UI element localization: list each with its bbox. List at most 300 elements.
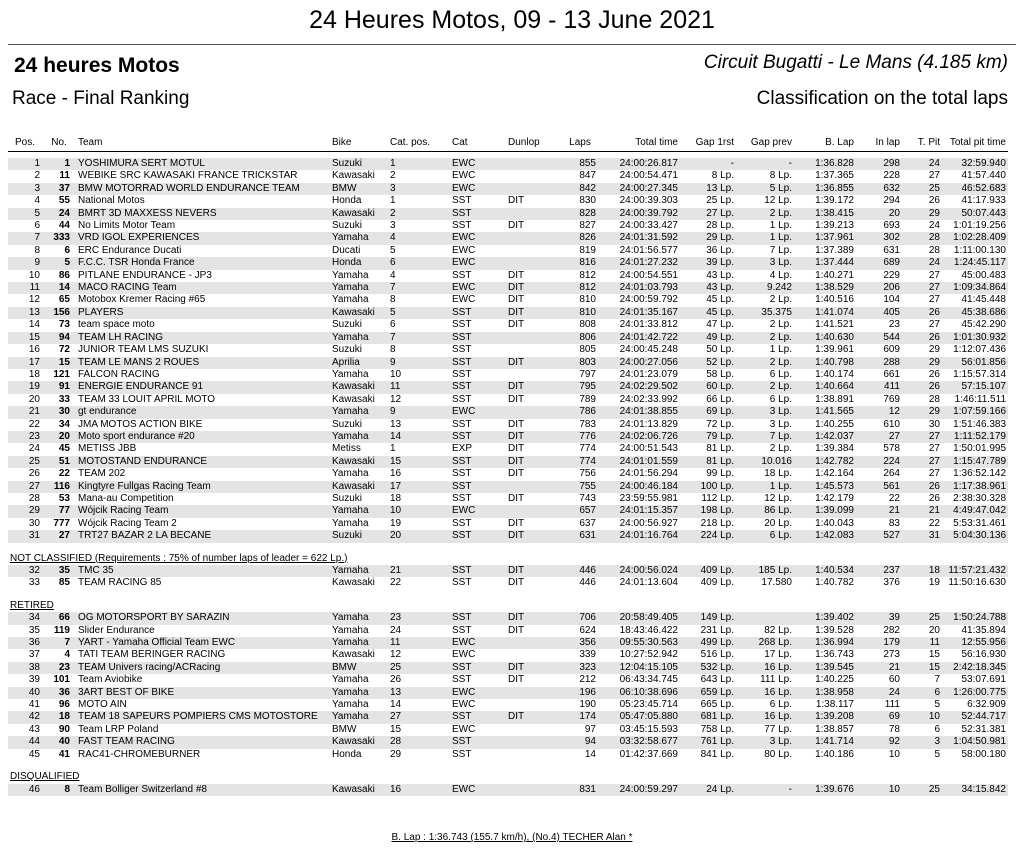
table-row [8,468,1008,480]
cell-gap-prev: 12 Lp. [764,492,792,504]
cell-bike: Aprilia [330,357,388,369]
cell-cat: SST [450,208,506,220]
table-row [8,481,1008,493]
cell-cat-pos: 14 [388,431,450,443]
cell-pit-count: 5 [934,748,940,760]
cell-no: 66 [42,612,76,624]
cell-in-lap: 179 [856,637,902,649]
cell-total-pit-time: 1:24:45.117 [942,257,1008,269]
top-title: 24 Heures Motos, 09 - 13 June 2021 [309,6,715,34]
cell-pos: 42 [8,711,42,723]
cell-dunlop: DIT [506,711,562,723]
cell-cat-pos: 10 [390,368,402,380]
cell-total-pit-time: 1:02:28.409 [942,232,1008,244]
cell-best-lap: 1:42.037 [794,431,856,443]
cell-no: 30 [42,406,76,418]
cell-gap-prev: 17.580 [761,577,792,589]
cell-cat: SST [450,565,506,577]
cell-laps: 819 [579,244,596,256]
cell-best-lap: 1:40.630 [794,332,856,344]
cell-bike: Yamaha [330,711,388,723]
cell-team: TEAM LE MANS 2 ROUES [76,357,330,369]
col-header-best-lap: B. Lap [794,135,856,152]
cell-in-lap: 769 [883,393,900,405]
table-row [8,183,1008,195]
cell-cat: SST [450,662,506,674]
cell-gap-prev: 20 Lp. [764,517,792,529]
cell-team: ENERGIE ENDURANCE 91 [76,381,330,393]
cell-total-time: 24:00:27.345 [598,183,680,195]
cell-pit-count: 24 [928,220,940,232]
cell-best-lap: 1:36.994 [794,637,856,649]
cell-laps: 14 [584,748,596,760]
cell-laps: 842 [562,183,598,195]
cell-dunlop: DIT [506,307,562,319]
col-header-in-lap: In lap [856,135,902,152]
cell-team: Moto sport endurance #20 [76,431,330,443]
cell-cat-pos: 3 [390,220,396,232]
title-divider [8,44,1016,45]
cell-in-lap: 578 [883,443,900,455]
cell-gap-first: 29 Lp. [680,232,736,244]
cell-best-lap: 1:40.271 [815,269,854,281]
cell-laps: 97 [584,723,596,735]
cell-laps: 810 [579,294,596,306]
section-title: DISQUALIFIED [10,771,80,783]
cell-bike: Kawasaki [332,577,375,589]
cell-in-lap: 376 [883,577,900,589]
cell-in-lap: 229 [883,269,900,281]
cell-pos: 4 [34,195,40,207]
cell-cat: SST [452,674,472,686]
table-row [8,443,1008,455]
cell-pos: 22 [28,418,40,430]
cell-pit-count: 27 [928,443,940,455]
cell-best-lap: 1:38.117 [815,699,854,711]
cell-dunlop: DIT [506,456,562,468]
cell-total-pit-time: 41:35.894 [961,624,1006,636]
cell-pos: 16 [28,344,40,356]
cell-dunlop: DIT [508,443,525,455]
cell-cat-pos: 1 [390,195,396,207]
cell-bike: Yamaha [330,687,388,699]
cell-cat-pos: 4 [388,232,450,244]
cell-best-lap: 1:40.664 [794,381,856,393]
table-row [8,625,1008,637]
cell-gap-first: 49 Lp. [680,332,736,344]
cell-pos: 11 [8,282,42,294]
cell-bike: Yamaha [330,565,388,577]
cell-dunlop [506,170,562,182]
cell-laps: 830 [579,195,596,207]
cell-cat-pos: 10 [388,505,450,517]
cell-pit-count: 6 [902,687,942,699]
cell-total-time: 09:55:30.563 [598,637,680,649]
cell-no: 55 [58,195,70,207]
cell-gap-first: 24 Lp. [680,784,736,796]
cell-pos: 8 [34,244,40,256]
cell-in-lap: 298 [856,158,902,170]
cell-gap-first: 532 Lp. [680,662,736,674]
cell-in-lap: 104 [883,294,900,306]
cell-total-pit-time: 1:15:47.789 [942,456,1008,468]
cell-total-pit-time: 1:15:57.314 [953,368,1006,380]
cell-no: 8 [42,784,76,796]
cell-pit-count: 15 [902,662,942,674]
cell-team: team space moto [78,319,155,331]
table-row [8,344,1008,356]
cell-laps: 446 [579,577,596,589]
cell-bike: Kawasaki [330,208,388,220]
cell-total-time: 24:02:06.726 [598,431,680,443]
cell-in-lap: 23 [888,319,900,331]
cell-best-lap: 1:38.415 [794,208,856,220]
cell-cat-pos: 14 [390,699,402,711]
cell-pos: 7 [8,232,42,244]
cell-bike: Metiss [332,443,361,455]
cell-dunlop [506,505,562,517]
cell-total-pit-time: 5:53:31.461 [953,517,1006,529]
cell-bike: Yamaha [332,269,369,281]
cell-cat: SST [450,612,506,624]
cell-in-lap: 39 [856,612,902,624]
page-subtitle: Race - Final Ranking [12,88,190,109]
cell-cat: SST [452,344,472,356]
cell-cat: EWC [450,505,506,517]
cell-in-lap: 20 [856,208,902,220]
cell-gap-prev: 16 Lp. [736,662,794,674]
cell-cat-pos: 2 [388,208,450,220]
cell-pos: 43 [28,723,40,735]
cell-total-time: 10:27:52.942 [619,649,678,661]
cell-total-time: 12:04:15.105 [598,662,680,674]
cell-gap-prev: 7 Lp. [736,431,794,443]
cell-gap-first: 841 Lp. [700,748,734,760]
cell-total-time: 01:42:37.669 [619,748,678,760]
cell-laps: 827 [579,220,596,232]
cell-team: JMA MOTOS ACTION BIKE [78,418,203,430]
cell-in-lap: 693 [883,220,900,232]
cell-pos: 15 [8,332,42,344]
cell-pos: 34 [8,612,42,624]
cell-pit-count: 28 [928,393,940,405]
cell-pos: 29 [8,505,42,517]
table-row [8,208,1008,220]
cell-cat: EWC [452,699,476,711]
cell-dunlop [506,724,562,736]
cell-pit-count: 27 [928,319,940,331]
cell-pos: 26 [28,468,40,480]
cell-pit-count: 20 [928,624,940,636]
cell-cat-pos: 26 [390,674,402,686]
cell-in-lap: 237 [856,565,902,577]
cell-pit-count: 10 [902,711,942,723]
cell-gap-first: 25 Lp. [706,195,734,207]
cell-gap-prev: 5 Lp. [736,183,794,195]
cell-in-lap: 60 [888,674,900,686]
cell-gap-first: 81 Lp. [680,456,736,468]
cell-cat-pos: 1 [390,443,396,455]
table-row [8,158,1008,170]
cell-gap-prev: 35.375 [736,307,794,319]
cell-total-pit-time: 34:15.842 [942,784,1008,796]
table-row [8,419,1008,431]
cell-bike: Yamaha [330,431,388,443]
cell-total-pit-time: 12:55.956 [942,637,1008,649]
cell-no: 45 [58,443,70,455]
cell-best-lap: 1:40.186 [815,748,854,760]
cell-team: TRT27 BAZAR 2 LA BECANE [76,530,330,542]
cell-pit-count: 30 [928,418,940,430]
cell-bike: Kawasaki [332,649,375,661]
cell-best-lap: 1:40.534 [794,565,856,577]
cell-laps: 174 [562,711,598,723]
table-row [8,518,1008,530]
table-row [8,687,1008,699]
cell-best-lap: 1:40.516 [815,294,854,306]
cell-team: TEAM 33 LOUIT APRIL MOTO [78,393,216,405]
col-header-pit-count: T. Pit [902,135,942,152]
cell-dunlop: DIT [508,517,525,529]
cell-pit-count: 26 [928,492,940,504]
cell-pos: 6 [34,220,40,232]
table-row [8,220,1008,232]
cell-dunlop: DIT [506,357,562,369]
cell-total-time: 24:00:27.056 [598,357,680,369]
table-row [8,736,1008,748]
cell-no: 72 [58,344,70,356]
cell-no: 44 [58,220,70,232]
cell-best-lap: 1:39.961 [815,344,854,356]
cell-pit-count: 28 [928,244,940,256]
cell-total-pit-time: 1:17:38.961 [942,481,1008,493]
cell-in-lap: 661 [883,368,900,380]
section-title-row [8,771,1008,783]
cell-total-pit-time: 57:15.107 [942,381,1008,393]
cell-best-lap: 1:36.743 [815,649,854,661]
cell-team: YART - Yamaha Official Team EWC [76,637,330,649]
cell-laps: 356 [562,637,598,649]
cell-dunlop [506,736,562,748]
cell-bike: Yamaha [332,368,369,380]
cell-gap-prev: 2 Lp. [736,208,794,220]
table-row [8,749,1008,761]
table-row [8,724,1008,736]
cell-total-pit-time: 58:00.180 [961,748,1006,760]
cell-gap-first: 81 Lp. [706,443,734,455]
cell-best-lap: 1:38.891 [815,393,854,405]
cell-in-lap: 206 [856,282,902,294]
cell-total-pit-time: 1:11:52.179 [942,431,1008,443]
cell-best-lap: 1:36.855 [794,183,856,195]
cell-total-pit-time: 41:17.933 [961,195,1006,207]
cell-best-lap: 1:40.174 [815,368,854,380]
cell-pos: 35 [28,624,40,636]
cell-cat: SST [452,748,472,760]
cell-laps: 706 [562,612,598,624]
cell-dunlop [506,406,562,418]
cell-gap-prev: 1 Lp. [769,344,792,356]
cell-cat: SST [452,368,472,380]
cell-no: 24 [42,208,76,220]
cell-total-pit-time: 1:50:24.788 [942,612,1008,624]
cell-bike: BMW [330,662,388,674]
cell-gap-prev: 17 Lp. [764,649,792,661]
cell-team: BMW MOTORRAD WORLD ENDURANCE TEAM [76,183,330,195]
cell-dunlop [506,245,562,257]
cell-bike: Suzuki [330,158,388,170]
cell-gap-prev: 3 Lp. [736,736,794,748]
cell-pit-count: 24 [902,257,942,269]
cell-team: TMC 35 [76,565,330,577]
table-row [8,649,1008,661]
cell-dunlop [506,699,562,711]
cell-no: 77 [42,505,76,517]
cell-laps: 323 [562,662,598,674]
cell-pos: 46 [8,784,42,796]
cell-in-lap: 83 [888,517,900,529]
cell-team: TEAM LH RACING [76,332,330,344]
cell-total-pit-time: 1:07:59.166 [942,406,1008,418]
cell-best-lap: 1:39.402 [794,612,856,624]
cell-cat-pos: 12 [390,393,402,405]
cell-total-pit-time: 1:09:34.864 [942,282,1008,294]
cell-pit-count: 21 [902,505,942,517]
cell-bike: Suzuki [332,418,363,430]
cell-gap-first: 224 Lp. [680,530,736,542]
cell-total-pit-time: 45:42.290 [961,319,1006,331]
cell-total-pit-time: 1:46:11.511 [954,393,1006,405]
cell-gap-first: 43 Lp. [680,282,736,294]
cell-total-time: 24:01:15.357 [598,505,680,517]
cell-cat: EXP [452,443,473,455]
cell-no: 94 [42,332,76,344]
cell-bike: Yamaha [330,232,388,244]
cell-cat-pos: 3 [388,183,450,195]
cell-dunlop: DIT [508,418,525,430]
cell-dunlop [506,784,562,796]
cell-cat: SST [452,418,472,430]
cell-no: 40 [42,736,76,748]
table-row [8,565,1008,577]
cell-no: 101 [53,674,70,686]
cell-best-lap: 1:39.208 [794,711,856,723]
cell-bike: Honda [330,257,388,269]
table-row [8,369,1008,381]
cell-in-lap: 22 [888,492,900,504]
cell-cat-pos: 13 [388,687,450,699]
cell-laps: 339 [579,649,596,661]
cell-no: 91 [42,381,76,393]
cell-gap-first: 66 Lp. [706,393,734,405]
cell-pos: 20 [28,393,40,405]
cell-cat-pos: 13 [390,418,402,430]
cell-gap-prev: 3 Lp. [736,406,794,418]
cell-total-time: 24:02:33.992 [619,393,678,405]
cell-cat-pos: 6 [388,257,450,269]
cell-cat-pos: 17 [388,481,450,493]
cell-best-lap: 1:39.528 [815,624,854,636]
table-row [8,232,1008,244]
cell-dunlop: DIT [508,269,525,281]
cell-cat-pos: 7 [388,282,450,294]
cell-bike: BMW [332,723,357,735]
cell-laps: 743 [579,492,596,504]
cell-gap-first: 218 Lp. [700,517,734,529]
table-row [8,612,1008,624]
cell-best-lap: 1:39.213 [815,220,854,232]
cell-pit-count: 26 [902,481,942,493]
cell-total-time: 24:01:33.812 [619,319,678,331]
cell-gap-prev: 18 Lp. [764,468,792,480]
cell-cat-pos: 2 [390,170,396,182]
cell-dunlop [506,687,562,699]
cell-in-lap: 264 [883,468,900,480]
cell-cat: EWC [450,784,506,796]
cell-gap-prev: 268 Lp. [736,637,794,649]
cell-cat: EWC [450,687,506,699]
cell-pos: 40 [8,687,42,699]
cell-cat-pos: 11 [388,637,450,649]
cell-pos: 21 [8,406,42,418]
cell-bike: Suzuki [332,344,363,356]
cell-bike: Suzuki [332,492,363,504]
cell-cat: SST [452,577,472,589]
cell-no: 156 [42,307,76,319]
table-row [8,674,1008,686]
cell-total-time: 24:01:38.855 [598,406,680,418]
cell-best-lap: 1:37.961 [794,232,856,244]
cell-cat: SST [452,492,472,504]
cell-total-pit-time: 11:50:16.630 [948,577,1006,589]
col-header-cat: Cat [450,135,506,152]
table-row [8,711,1008,723]
section-spacer [8,761,1008,771]
cell-in-lap: 92 [856,736,902,748]
cell-team: PITLANE ENDURANCE - JP3 [78,269,212,281]
cell-no: 121 [53,368,70,380]
table-row [8,577,1008,589]
cell-pos: 30 [28,517,40,529]
cell-cat-pos: 23 [388,612,450,624]
cell-in-lap: 561 [856,481,902,493]
cell-pos: 18 [28,368,40,380]
cell-cat: SST [452,393,472,405]
cell-gap-prev: 16 Lp. [736,711,794,723]
cell-team: 3ART BEST OF BIKE [76,687,330,699]
cell-best-lap: 1:42.164 [815,468,854,480]
cell-team: METISS JBB [78,443,137,455]
cell-cat: EWC [452,294,476,306]
cell-laps: 812 [579,269,596,281]
cell-pit-count: 26 [902,332,942,344]
cell-in-lap: 10 [856,784,902,796]
cell-pit-count: 6 [934,723,940,735]
cell-pos: 23 [8,431,42,443]
cell-gap-prev [736,612,794,624]
cell-cat-pos: 16 [390,468,402,480]
cell-gap-prev: 2 Lp. [769,443,792,455]
cell-laps: 774 [562,456,598,468]
cell-total-pit-time: 5:04:30.136 [942,530,1008,542]
cell-gap-prev: 3 Lp. [769,418,792,430]
table-row [8,257,1008,269]
col-header-bike: Bike [330,135,388,152]
cell-gap-prev: 82 Lp. [764,624,792,636]
cell-gap-first: 58 Lp. [706,368,734,380]
cell-laps: 855 [562,158,598,170]
cell-gap-first: 43 Lp. [706,269,734,281]
